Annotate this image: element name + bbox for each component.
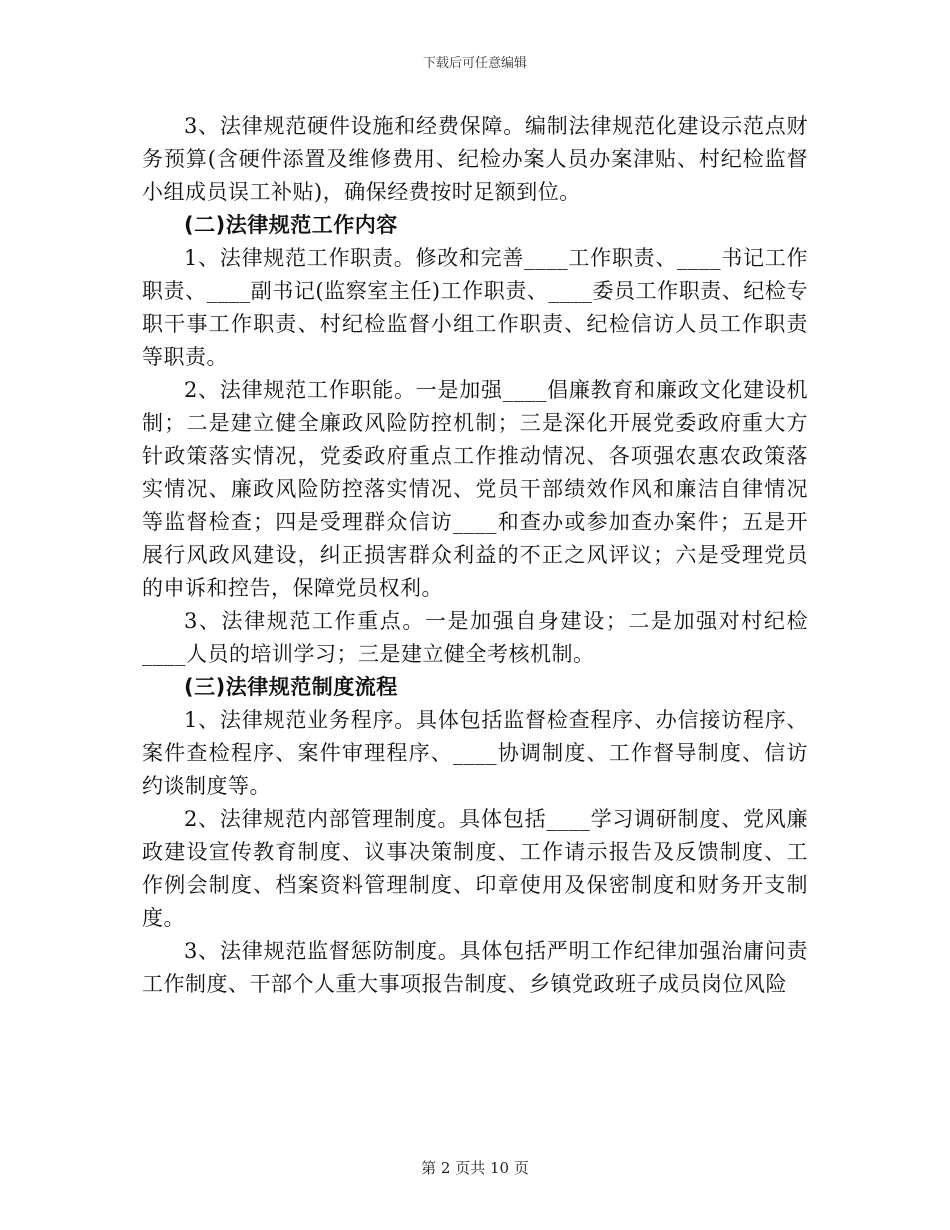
paragraph-internal-management: 2、法律规范内部管理制度。具体包括____学习调研制度、党风廉政建设宣传教育制度、议事决策制度、工作请示报告及反馈制度、工作例会制度、档案资料管理制度、印章使用及保密制度和财务开支制度。 xyxy=(142,807,808,930)
paragraph-work-focus: 3、法律规范工作重点。一是加强自身建设；二是加强对村纪检____人员的培训学习；三是建立健全考核机制。 xyxy=(142,609,808,666)
paragraph-work-duties: 1、法律规范工作职责。修改和完善____工作职责、____书记工作职责、____副书记(监察室主任)工作职责、____委员工作职责、纪检专职干事工作职责、村纪检监督小组工作职责、纪检信访人员工作职责等职责。 xyxy=(142,246,808,369)
page-footer: 第 2 页共 10 页 xyxy=(421,1159,529,1177)
document-body xyxy=(142,110,808,1001)
paragraph-supervision-prevention: 3、法律规范监督惩防制度。具体包括严明工作纪律加强治庸问责工作制度、干部个人重大事项报告制度、乡镇党政班子成员岗位风险 xyxy=(142,939,808,996)
section-heading-system-process: (三)法律规范制度流程 xyxy=(184,675,398,699)
paragraph-hardware-funding: 3、法律规范硬件设施和经费保障。编制法律规范化建设示范点财务预算(含硬件添置及维修费用、纪检办案人员办案津贴、村纪检监督小组成员误工补贴)，确保经费按时足额到位。 xyxy=(142,114,808,204)
section-heading-work-content: (二)法律规范工作内容 xyxy=(184,213,398,237)
page-header: 下载后可任意编辑 xyxy=(422,56,527,71)
paragraph-business-procedure: 1、法律规范业务程序。具体包括监督检查程序、办信接访程序、案件查检程序、案件审理程序、____协调制度、工作督导制度、信访约谈制度等。 xyxy=(142,708,808,798)
paragraph-work-functions: 2、法律规范工作职能。一是加强____倡廉教育和廉政文化建设机制；二是建立健全廉政风险防控机制；三是深化开展党委政府重大方针政策落实情况，党委政府重点工作推动情况、各项强农惠农政策落实情况、廉政风险防控落实情况、党员干部绩效作风和廉洁自律情况等监督检查；四是受理群众信访____和查办或参加查办案件；五是开展行风政风建设，纠正损害群众利益的不正之风评议；六是受理党员的申诉和控告，保障党员权利。 xyxy=(142,378,808,600)
